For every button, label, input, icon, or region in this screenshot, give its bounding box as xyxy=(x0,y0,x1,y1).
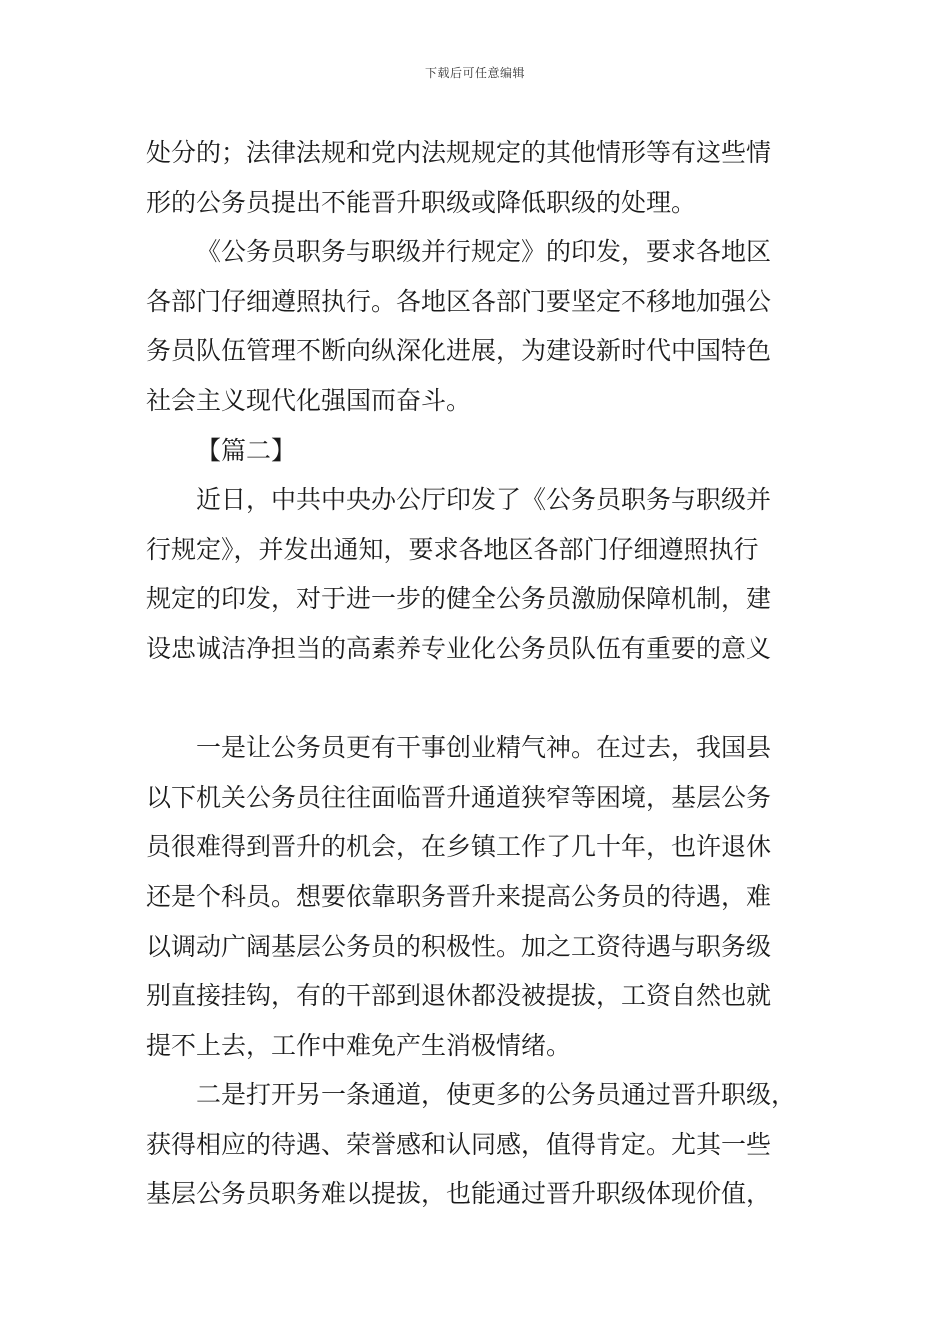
text-line: 别直接挂钩，有的干部到退休都没被提拔，工资自然也就 xyxy=(146,981,772,1011)
paragraph xyxy=(146,1070,810,1219)
text-line: 规定的印发，对于进一步的健全公务员激励保障机制，建 xyxy=(146,584,772,614)
text-line: 行规定》，并发出通知，要求各地区各部门仔细遵照执行 xyxy=(146,534,759,564)
text-line: 《公务员职务与职级并行规定》的印发，要求各地区 xyxy=(196,237,772,267)
text-line: 二是打开另一条通道，使更多的公务员通过晋升职级， xyxy=(196,1080,797,1110)
text-line: 员很难得到晋升的机会，在乡镇工作了几十年，也许退休 xyxy=(146,832,772,862)
paragraph xyxy=(146,723,810,1070)
text-line: 提不上去，工作中难免产生消极情绪。 xyxy=(146,1030,572,1060)
blank-line xyxy=(146,674,810,724)
text-line: 一是让公务员更有干事创业精气神。在过去，我国县 xyxy=(196,733,772,763)
text-line: 各部门仔细遵照执行。各地区各部门要坚定不移地加强公 xyxy=(146,286,772,316)
text-line: 获得相应的待遇、荣誉感和认同感，值得肯定。尤其一些 xyxy=(146,1129,772,1159)
section-heading xyxy=(146,426,810,476)
text-line: 近日，中共中央办公厅印发了《公务员职务与职级并 xyxy=(196,485,772,515)
text-line: 设忠诚洁净担当的高素养专业化公务员队伍有重要的意义 xyxy=(146,633,772,663)
page-header: 下载后可任意编辑 xyxy=(424,66,525,80)
text-line: 基层公务员职务难以提拔，也能通过晋升职级体现价值， xyxy=(146,1179,772,1209)
text-line: 务员队伍管理不断向纵深化进展，为建设新时代中国特色 xyxy=(146,336,772,366)
text-line: 以调动广阔基层公务员的积极性。加之工资待遇与职务级 xyxy=(146,931,772,961)
paragraph xyxy=(146,128,810,227)
document-body xyxy=(146,128,810,1219)
text-line: 以下机关公务员往往面临晋升通道狭窄等困境，基层公务 xyxy=(146,782,772,812)
paragraph xyxy=(146,227,810,425)
text-line: 还是个科员。想要依靠职务晋升来提高公务员的待遇，难 xyxy=(146,881,772,911)
section-title: 【篇二】 xyxy=(196,435,297,465)
text-line: 社会主义现代化强国而奋斗。 xyxy=(146,385,472,415)
text-line: 形的公务员提出不能晋升职级或降低职级的处理。 xyxy=(146,187,697,217)
text-line: 处分的；法律法规和党内法规规定的其他情形等有这些情 xyxy=(146,138,772,167)
paragraph xyxy=(146,475,810,673)
